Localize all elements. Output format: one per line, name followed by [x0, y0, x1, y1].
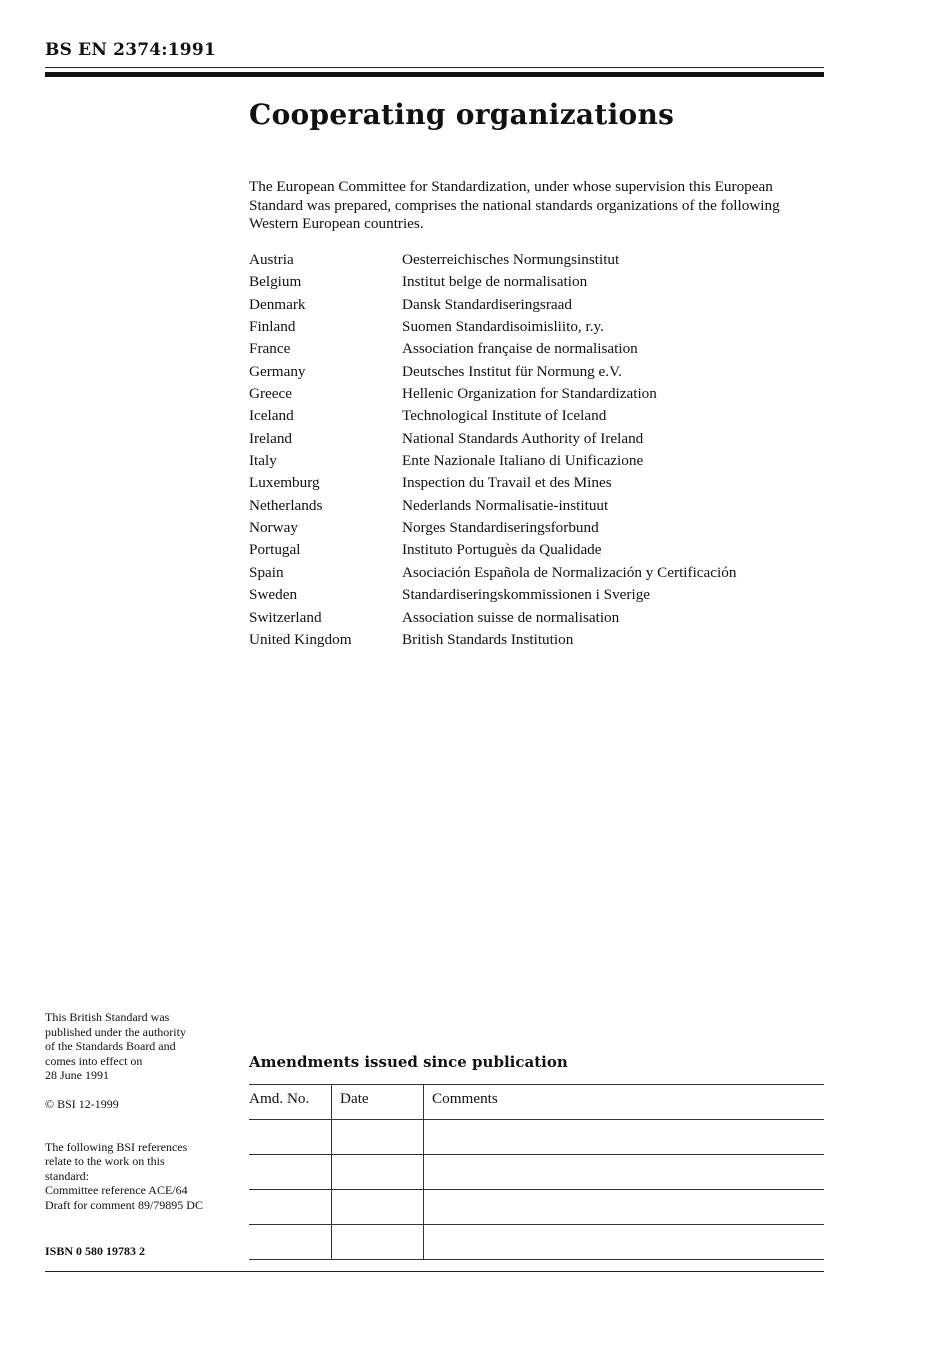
- copyright-notice: © BSI 12-1999: [45, 1096, 119, 1111]
- column-header-comments: Comments: [424, 1085, 825, 1120]
- header-thin-rule: [45, 67, 824, 68]
- amendment-row: [249, 1155, 824, 1190]
- sidebar-line: standard:: [45, 1168, 89, 1183]
- member-row: [249, 539, 736, 561]
- member-row: [249, 607, 736, 629]
- member-organization: Institut belge de normalisation: [402, 273, 588, 291]
- amendment-cell: [249, 1155, 332, 1190]
- page-title: Cooperating organizations: [249, 98, 675, 131]
- member-row: [249, 294, 736, 316]
- member-country: France: [249, 340, 291, 358]
- sidebar-line: published under the authority: [45, 1024, 186, 1039]
- member-row: [249, 584, 736, 606]
- sidebar-line: Committee reference ACE/64: [45, 1183, 188, 1198]
- member-organization: Instituto Portuguès da Qualidade: [402, 541, 602, 559]
- member-row: [249, 629, 736, 651]
- amendments-title: Amendments issued since publication: [249, 1053, 568, 1071]
- amendment-cell: [332, 1190, 424, 1225]
- member-row: [249, 517, 736, 539]
- publication-note: [45, 1010, 245, 1083]
- member-country: Iceland: [249, 407, 294, 425]
- document-id: BS EN 2374:1991: [45, 40, 216, 60]
- member-row: [249, 428, 736, 450]
- header-thick-rule: [45, 72, 824, 77]
- member-row: [249, 316, 736, 338]
- member-row: [249, 383, 736, 405]
- member-country: Norway: [249, 519, 298, 537]
- member-country: Austria: [249, 251, 294, 268]
- sidebar-line: The following BSI references: [45, 1139, 188, 1154]
- member-row: [249, 271, 736, 293]
- member-organization: Inspection du Travail et des Mines: [402, 474, 612, 492]
- member-row: [249, 361, 736, 383]
- sidebar-line: 28 June 1991: [45, 1068, 109, 1083]
- member-organization: British Standards Institution: [402, 630, 574, 648]
- amendment-cell: [249, 1190, 332, 1225]
- member-organization: Deutsches Institut für Normung e.V.: [402, 362, 622, 380]
- amendments-table: [249, 1084, 824, 1260]
- amendment-cell: [424, 1155, 825, 1190]
- amendment-cell: [332, 1120, 424, 1155]
- amendment-row: [249, 1225, 824, 1260]
- amendments-header-row: [249, 1085, 824, 1120]
- member-country: Denmark: [249, 295, 306, 313]
- amendment-cell: [332, 1225, 424, 1260]
- sidebar-line: This British Standard was: [45, 1010, 170, 1024]
- member-country: Finland: [249, 318, 296, 336]
- amendment-cell: [332, 1155, 424, 1190]
- member-row: [249, 338, 736, 360]
- sidebar-line: Draft for comment 89/79895 DC: [45, 1197, 203, 1212]
- member-organization: Ente Nazionale Italiano di Unificazione: [402, 452, 644, 470]
- member-country: Belgium: [249, 273, 302, 291]
- bsi-references: [45, 1140, 245, 1213]
- amendment-cell: [249, 1225, 332, 1260]
- member-row: [249, 472, 736, 494]
- footer-rule: [45, 1271, 824, 1272]
- column-header-date: Date: [332, 1085, 424, 1120]
- member-country: Luxemburg: [249, 474, 320, 492]
- amendment-row: [249, 1120, 824, 1155]
- member-organization: Hellenic Organization for Standardization: [402, 385, 657, 403]
- member-country: Portugal: [249, 541, 301, 559]
- member-organization: Suomen Standardisoimisliito, r.y.: [402, 318, 604, 336]
- member-organization: Asociación Española de Normalización y Certificación: [402, 563, 737, 581]
- member-country: Greece: [249, 385, 292, 403]
- member-organizations-list: [249, 249, 736, 651]
- member-country: Germany: [249, 362, 306, 380]
- amendment-row: [249, 1190, 824, 1225]
- member-row: [249, 405, 736, 427]
- amendment-cell: [424, 1190, 825, 1225]
- amendment-cell: [424, 1225, 825, 1260]
- member-organization: Oesterreichisches Normungsinstitut: [402, 251, 620, 268]
- member-country: Netherlands: [249, 496, 323, 514]
- member-organization: Technological Institute of Iceland: [402, 407, 607, 425]
- member-row: [249, 249, 736, 271]
- publication-sidebar: [45, 1010, 245, 1213]
- member-country: United Kingdom: [249, 630, 352, 648]
- amendments-body: [249, 1120, 824, 1260]
- sidebar-line: comes into effect on: [45, 1053, 143, 1068]
- member-organization: Standardiseringskommissionen i Sverige: [402, 586, 651, 604]
- member-organization: National Standards Authority of Ireland: [402, 429, 644, 447]
- member-row: [249, 495, 736, 517]
- member-organization: Nederlands Normalisatie-instituut: [402, 496, 609, 514]
- member-organization: Norges Standardiseringsforbund: [402, 519, 599, 537]
- member-organization: Dansk Standardiseringsraad: [402, 295, 572, 313]
- member-organization: Association française de normalisation: [402, 340, 638, 358]
- member-row: [249, 562, 736, 584]
- column-header-amd-no: Amd. No.: [249, 1085, 332, 1120]
- member-country: Ireland: [249, 429, 293, 447]
- sidebar-line: of the Standards Board and: [45, 1039, 176, 1054]
- member-country: Italy: [249, 452, 277, 470]
- amendment-cell: [249, 1120, 332, 1155]
- member-country: Switzerland: [249, 608, 322, 626]
- sidebar-line: relate to the work on this: [45, 1154, 165, 1169]
- intro-paragraph: The European Committee for Standardization, under whose supervision this European Standard was prepared, comprises the national standards organizations of the following Western European countries.: [249, 178, 780, 232]
- isbn: ISBN 0 580 19783 2: [45, 1244, 146, 1258]
- member-country: Spain: [249, 563, 284, 581]
- member-country: Sweden: [249, 586, 298, 604]
- member-row: [249, 450, 736, 472]
- amendment-cell: [424, 1120, 825, 1155]
- member-organization: Association suisse de normalisation: [402, 608, 620, 626]
